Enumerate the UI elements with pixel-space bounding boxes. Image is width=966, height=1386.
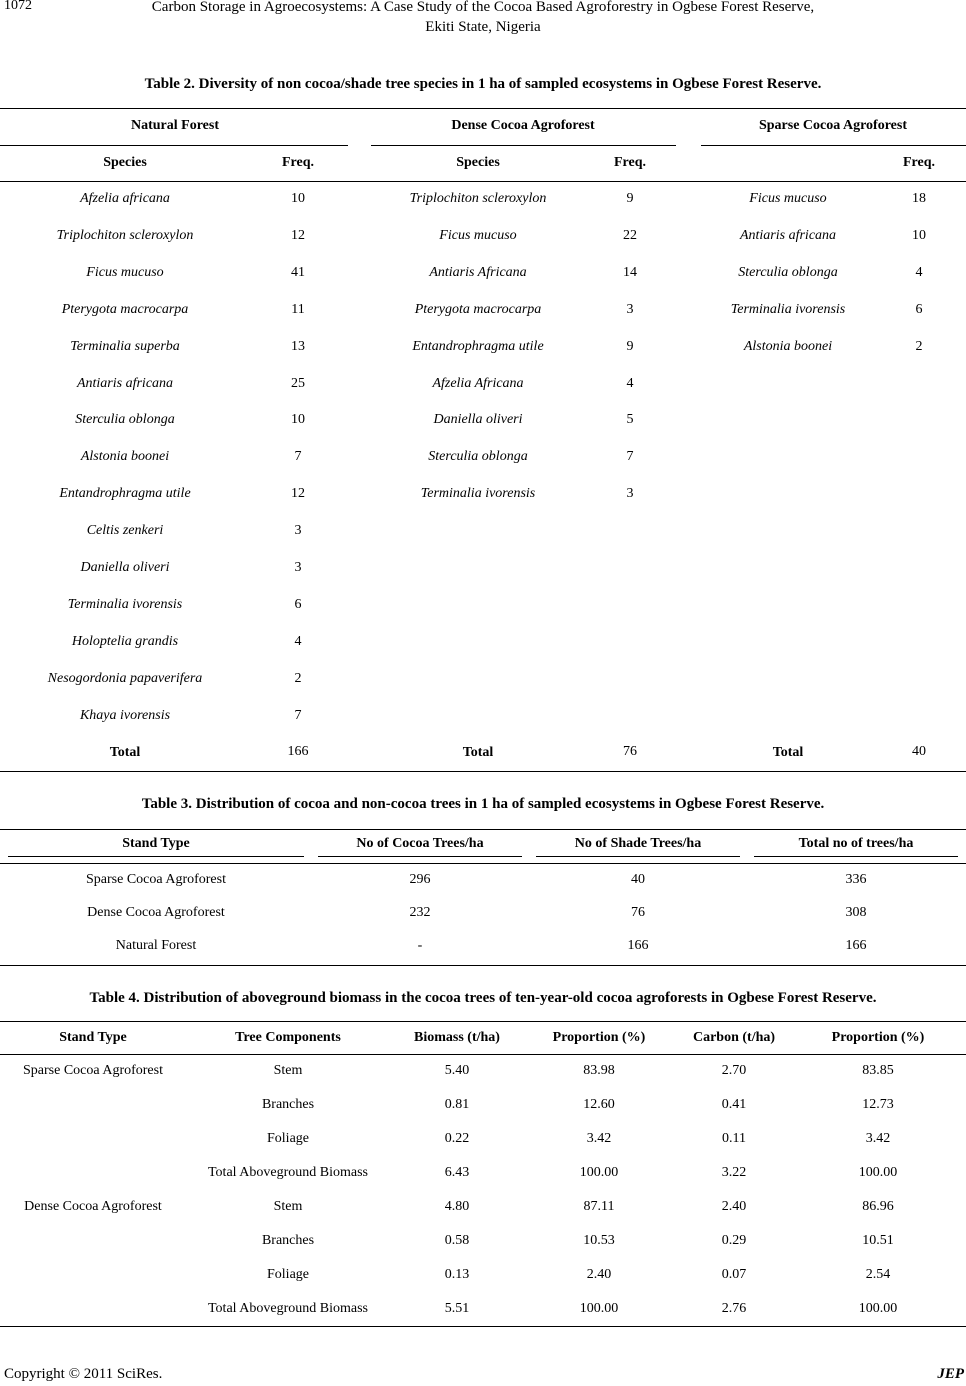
table3-stand-type: Natural Forest xyxy=(115,938,197,953)
table4-proportion-carbon: 100.00 xyxy=(858,1165,898,1180)
table4-carbon: 2.76 xyxy=(721,1301,747,1316)
table3-cocoa-trees: 232 xyxy=(409,905,431,920)
table2-nf-freq: 3 xyxy=(294,560,302,575)
table4-proportion-carbon: 2.54 xyxy=(865,1267,891,1282)
table4-biomass: 0.22 xyxy=(444,1131,470,1146)
table2-nf-species: Antiaris africana xyxy=(76,376,174,391)
table4-biomass: 0.13 xyxy=(444,1267,470,1282)
table4-carbon: 0.11 xyxy=(722,1131,746,1146)
table2-dc-freq: 3 xyxy=(626,302,634,317)
running-title-line1: Carbon Storage in Agroecosystems: A Case Study of the Cocoa Based Agroforestry in Ogbese Forest Reserve, xyxy=(151,0,815,15)
table2-sc-freq: 10 xyxy=(912,228,926,243)
table4-biomass: 0.81 xyxy=(444,1097,470,1112)
table3-cocoa-trees: 296 xyxy=(409,872,431,887)
table2-nf-freq: 7 xyxy=(294,708,302,723)
table2-nf-freq: 11 xyxy=(291,302,305,317)
copyright-notice: Copyright © 2011 SciRes. xyxy=(4,1366,163,1382)
table2-dc-freq: 3 xyxy=(626,486,634,501)
table2-group-dense-cocoa: Dense Cocoa Agroforest xyxy=(451,118,595,133)
table3-header-underline-3 xyxy=(536,856,740,857)
table2-header-nf-freq: Freq. xyxy=(281,155,314,170)
table4-proportion-biomass: 100.00 xyxy=(579,1301,619,1316)
table2-header-dc-freq: Freq. xyxy=(613,155,646,170)
table2-group-rule-dc xyxy=(371,145,676,146)
table4-proportion-carbon: 3.42 xyxy=(865,1131,891,1146)
table3-caption: Table 3. Distribution of cocoa and non-cocoa trees in 1 ha of sampled ecosystems in Ogbese Forest Reserve. xyxy=(141,796,825,812)
table2-group-sparse-cocoa: Sparse Cocoa Agroforest xyxy=(758,118,908,133)
table4-proportion-biomass: 10.53 xyxy=(583,1233,615,1248)
table2-sc-freq: 18 xyxy=(912,191,926,206)
table4-proportion-carbon: 10.51 xyxy=(862,1233,894,1248)
table4-header-biomass: Biomass (t/ha) xyxy=(414,1030,500,1045)
table4-top-rule xyxy=(0,1021,966,1022)
table3-header-rule xyxy=(0,863,966,864)
table4-header-proportion-2: Proportion (%) xyxy=(831,1030,925,1045)
table2-total-dc: 76 xyxy=(623,744,637,759)
table2-dc-freq: 9 xyxy=(626,191,634,206)
table4-proportion-biomass: 100.00 xyxy=(579,1165,619,1180)
table2-nf-freq: 7 xyxy=(294,449,302,464)
table4-header-rule xyxy=(0,1054,966,1055)
table2-total-nf: 166 xyxy=(287,744,309,759)
table4-component: Total Aboveground Biomass xyxy=(207,1301,368,1316)
table2-nf-species: Entandrophragma utile xyxy=(59,486,191,501)
table4-proportion-carbon: 86.96 xyxy=(862,1199,894,1214)
table2-header-nf-species: Species xyxy=(103,155,147,170)
table3-header-cocoa-trees: No of Cocoa Trees/ha xyxy=(356,836,484,851)
table2-dc-species: Pterygota macrocarpa xyxy=(414,302,542,317)
table2-nf-species: Ficus mucuso xyxy=(86,265,164,280)
table4-carbon: 3.22 xyxy=(721,1165,747,1180)
table4-biomass: 0.58 xyxy=(444,1233,470,1248)
table2-nf-freq: 10 xyxy=(291,412,305,427)
table3-header-total-trees: Total no of trees/ha xyxy=(798,836,914,851)
table2-dc-species: Terminalia ivorensis xyxy=(420,486,536,501)
table4-header-proportion-1: Proportion (%) xyxy=(552,1030,646,1045)
table4-stand-type: Sparse Cocoa Agroforest xyxy=(23,1063,163,1078)
table4-proportion-carbon: 12.73 xyxy=(862,1097,894,1112)
table2-group-rule-nf xyxy=(0,145,348,146)
table4-component: Branches xyxy=(261,1097,315,1112)
table2-sc-species: Antiaris africana xyxy=(739,228,837,243)
table2-nf-species: Sterculia oblonga xyxy=(75,412,175,427)
table2-nf-freq: 2 xyxy=(294,671,302,686)
table4-carbon: 0.07 xyxy=(721,1267,747,1282)
table2-dc-freq: 14 xyxy=(623,265,637,280)
table2-bottom-rule xyxy=(0,771,966,772)
table2-nf-freq: 3 xyxy=(294,523,302,538)
table2-caption: Table 2. Diversity of non cocoa/shade tree species in 1 ha of sampled ecosystems in Ogbese Forest Reserve. xyxy=(144,76,822,92)
table4-component: Stem xyxy=(273,1063,303,1078)
table2-header-sc-freq: Freq. xyxy=(902,155,935,170)
table4-carbon: 0.29 xyxy=(721,1233,747,1248)
table2-nf-species: Triplochiton scleroxylon xyxy=(56,228,194,243)
table2-nf-species: Alstonia boonei xyxy=(80,449,170,464)
table4-biomass: 5.40 xyxy=(444,1063,470,1078)
table2-nf-species: Terminalia ivorensis xyxy=(67,597,183,612)
table3-total-trees: 166 xyxy=(845,938,867,953)
table3-shade-trees: 40 xyxy=(631,872,645,887)
table4-component: Foliage xyxy=(267,1131,309,1146)
table4-header-stand-type: Stand Type xyxy=(59,1030,127,1045)
table2-total-label-dc: Total xyxy=(462,745,494,760)
table3-stand-type: Dense Cocoa Agroforest xyxy=(87,905,225,920)
table2-nf-freq: 10 xyxy=(291,191,305,206)
table2-nf-freq: 4 xyxy=(294,634,302,649)
table2-dc-freq: 7 xyxy=(626,449,634,464)
table2-group-natural-forest: Natural Forest xyxy=(131,118,219,133)
table4-caption: Table 4. Distribution of aboveground biomass in the cocoa trees of ten-year-old cocoa agroforests in Ogbese Forest Reserve. xyxy=(89,990,877,1006)
table2-sc-freq: 4 xyxy=(915,265,923,280)
table4-stand-type: Dense Cocoa Agroforest xyxy=(24,1199,162,1214)
table4-component: Foliage xyxy=(267,1267,309,1282)
table2-dc-species: Daniella oliveri xyxy=(433,412,523,427)
table4-proportion-biomass: 3.42 xyxy=(586,1131,612,1146)
running-title-line2: Ekiti State, Nigeria xyxy=(425,19,541,35)
table2-total-sc: 40 xyxy=(912,744,926,759)
table2-dc-species: Ficus mucuso xyxy=(439,228,517,243)
table4-biomass: 5.51 xyxy=(444,1301,470,1316)
running-title xyxy=(60,0,906,37)
table4-bottom-rule xyxy=(0,1326,966,1327)
table2-nf-species: Terminalia superba xyxy=(70,339,180,354)
table3-header-underline-2 xyxy=(318,856,522,857)
table2-group-rule-sc xyxy=(701,145,966,146)
table2-dc-species: Triplochiton scleroxylon xyxy=(409,191,547,206)
table2-nf-species: Holoptelia grandis xyxy=(71,634,179,649)
table2-nf-freq: 13 xyxy=(291,339,305,354)
table4-component: Stem xyxy=(273,1199,303,1214)
table2-sc-freq: 6 xyxy=(915,302,923,317)
table2-total-label-nf: Total xyxy=(109,745,141,760)
table2-dc-species: Afzelia Africana xyxy=(432,376,524,391)
table4-component: Branches xyxy=(261,1233,315,1248)
table4-proportion-carbon: 100.00 xyxy=(858,1301,898,1316)
table2-dc-freq: 4 xyxy=(626,376,634,391)
journal-abbrev: JEP xyxy=(937,1366,964,1382)
table2-dc-species: Sterculia oblonga xyxy=(428,449,528,464)
table2-dc-freq: 9 xyxy=(626,339,634,354)
table4-biomass: 6.43 xyxy=(444,1165,470,1180)
table2-nf-freq: 41 xyxy=(291,265,305,280)
table2-nf-species: Celtis zenkeri xyxy=(86,523,164,538)
table4-proportion-biomass: 83.98 xyxy=(583,1063,615,1078)
table4-carbon: 2.40 xyxy=(721,1199,747,1214)
table2-nf-freq: 25 xyxy=(291,376,305,391)
table2-sc-species: Alstonia boonei xyxy=(743,339,833,354)
table2-nf-species: Afzelia africana xyxy=(80,191,170,206)
table2-nf-freq: 12 xyxy=(291,228,305,243)
table4-proportion-carbon: 83.85 xyxy=(862,1063,894,1078)
table4-carbon: 0.41 xyxy=(721,1097,747,1112)
table4-carbon: 2.70 xyxy=(721,1063,747,1078)
table2-dc-freq: 5 xyxy=(626,412,634,427)
table4-header-components: Tree Components xyxy=(235,1030,341,1045)
table2-sc-species: Ficus mucuso xyxy=(749,191,827,206)
table2-nf-species: Khaya ivorensis xyxy=(79,708,171,723)
table2-sc-species: Sterculia oblonga xyxy=(738,265,838,280)
table3-shade-trees: 166 xyxy=(627,938,649,953)
table2-sc-freq: 2 xyxy=(915,339,923,354)
table3-header-stand-type: Stand Type xyxy=(122,836,190,851)
table2-nf-species: Pterygota macrocarpa xyxy=(61,302,189,317)
table4-component: Total Aboveground Biomass xyxy=(207,1165,368,1180)
table4-proportion-biomass: 12.60 xyxy=(583,1097,615,1112)
table2-sc-species: Terminalia ivorensis xyxy=(730,302,846,317)
table2-header-dc-species: Species xyxy=(456,155,500,170)
table4-proportion-biomass: 87.11 xyxy=(583,1199,615,1214)
table2-nf-freq: 6 xyxy=(294,597,302,612)
table2-nf-freq: 12 xyxy=(291,486,305,501)
table3-top-rule xyxy=(0,829,966,830)
page-number: 1072 xyxy=(4,0,32,13)
table4-biomass: 4.80 xyxy=(444,1199,470,1214)
table2-nf-species: Daniella oliveri xyxy=(80,560,170,575)
table2-header-rule xyxy=(0,181,966,182)
table3-stand-type: Sparse Cocoa Agroforest xyxy=(86,872,226,887)
table3-bottom-rule xyxy=(0,965,966,966)
table2-dc-freq: 22 xyxy=(623,228,637,243)
table2-dc-species: Antiaris Africana xyxy=(429,265,527,280)
table3-header-underline-4 xyxy=(754,856,958,857)
table2-dc-species: Entandrophragma utile xyxy=(412,339,544,354)
table4-proportion-biomass: 2.40 xyxy=(586,1267,612,1282)
table3-cocoa-trees: - xyxy=(417,938,423,953)
table3-total-trees: 308 xyxy=(845,905,867,920)
table3-shade-trees: 76 xyxy=(631,905,645,920)
table4-header-carbon: Carbon (t/ha) xyxy=(692,1030,776,1045)
table2-total-label-sc: Total xyxy=(772,745,804,760)
table3-header-shade-trees: No of Shade Trees/ha xyxy=(574,836,702,851)
table2-top-rule xyxy=(0,108,966,109)
table3-header-underline-1 xyxy=(8,856,304,857)
table3-total-trees: 336 xyxy=(845,872,867,887)
table2-nf-species: Nesogordonia papaverifera xyxy=(47,671,203,686)
